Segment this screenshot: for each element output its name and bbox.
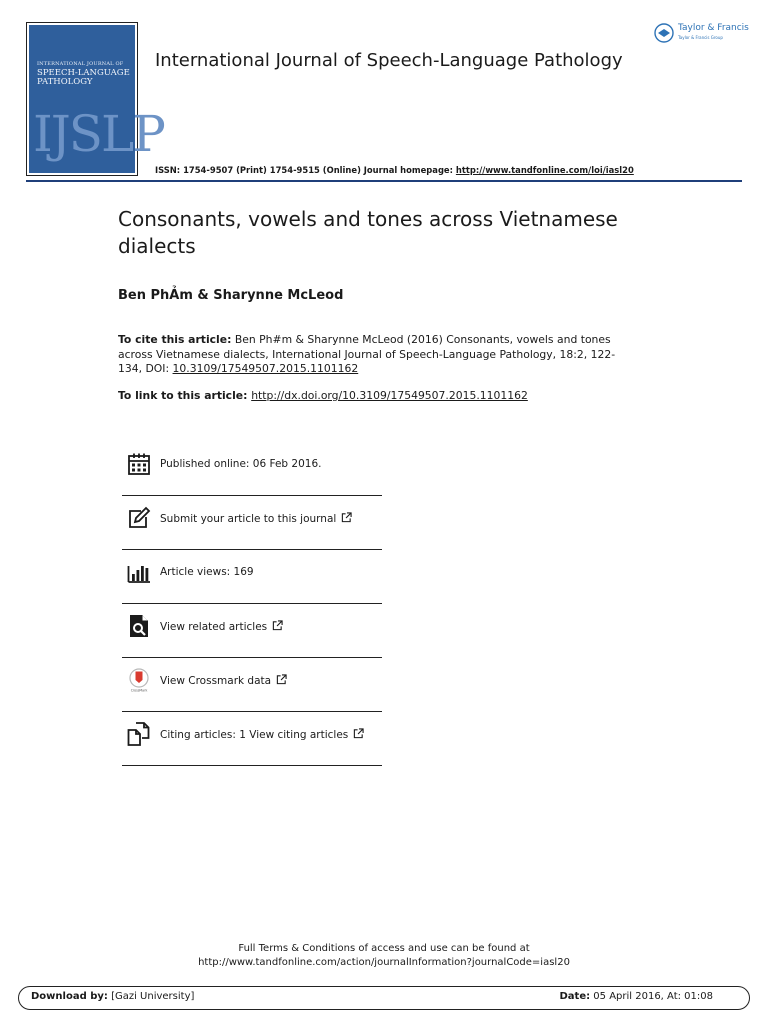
download-date-label: Date:	[559, 991, 591, 1002]
metric-label: Submit your article to this journal	[160, 512, 352, 525]
external-link-icon	[276, 674, 287, 685]
citation-text: Ben Ph#m & Sharynne McLeod (2016) Consonants, vowels and tones across Vietnamese dialects, International Journal of Speech-Language Pathology, 18:2, 122-134, DOI:	[118, 333, 616, 375]
journal-cover-image	[26, 22, 164, 176]
crossmark-icon	[127, 668, 151, 692]
doi-link[interactable]: 10.3109/17549507.2015.1101162	[172, 362, 359, 375]
journal-homepage-link[interactable]: http://www.tandfonline.com/loi/iasl20	[455, 165, 634, 175]
search-document-icon	[127, 614, 151, 638]
metric-submit-article[interactable]	[122, 496, 382, 550]
metric-label: Citing articles: 1 View citing articles	[160, 728, 364, 741]
citation-block	[118, 333, 638, 377]
cover-title	[37, 69, 137, 87]
citing-icon	[127, 722, 151, 746]
external-link-icon	[272, 620, 283, 631]
header-divider	[26, 180, 742, 182]
metric-related-articles[interactable]	[122, 604, 382, 658]
article-url-link[interactable]: http://dx.doi.org/10.3109/17549507.2015.1101162	[251, 389, 528, 402]
terms-url[interactable]: http://www.tandfonline.com/action/journalInformation?journalCode=iasl20	[198, 957, 570, 968]
download-date-value: 05 April 2016, At: 01:08	[590, 991, 713, 1002]
bar-chart-icon	[127, 560, 151, 584]
terms-line-1: Full Terms & Conditions of access and use can be found at	[238, 943, 530, 954]
metric-article-views	[122, 550, 382, 604]
terms-notice	[0, 942, 768, 970]
download-by	[31, 991, 194, 1002]
cover-subtitle: INTERNATIONAL JOURNAL OF	[37, 61, 124, 67]
download-date	[559, 991, 713, 1002]
metric-published-online	[122, 442, 382, 496]
metric-label: View related articles	[160, 620, 283, 633]
download-by-value: [Gazi University]	[107, 991, 195, 1002]
metric-citing-articles[interactable]	[122, 712, 382, 766]
metric-crossmark[interactable]	[122, 658, 382, 712]
cover-title-line-2: PATHOLOGY	[37, 77, 93, 87]
cover-title-line-1: SPEECH-LANGUAGE	[37, 68, 130, 78]
citation-label: To cite this article:	[118, 333, 232, 346]
download-info-bar	[18, 986, 750, 1010]
external-link-icon	[341, 512, 352, 523]
edit-icon	[127, 506, 151, 530]
cover-background	[29, 25, 164, 173]
article-link-line	[118, 389, 528, 402]
cover-logo: IJSLP	[33, 105, 164, 163]
metric-label: Published online: 06 Feb 2016.	[160, 458, 322, 470]
article-link-label: To link to this article:	[118, 389, 252, 402]
external-link-icon	[353, 728, 364, 739]
issn-text: ISSN: 1754-9507 (Print) 1754-9515 (Online) Journal homepage:	[155, 165, 456, 175]
metric-label: Article views: 169	[160, 566, 254, 578]
svg-text:CrossMark: CrossMark	[130, 688, 148, 693]
metric-label: View Crossmark data	[160, 674, 287, 687]
calendar-icon	[127, 452, 151, 476]
article-title: Consonants, vowels and tones across Vietnamese dialects	[118, 207, 618, 258]
publisher-name: Taylor & Francis	[678, 23, 749, 33]
publisher-logo-icon	[654, 23, 674, 43]
publisher-group: Taylor & Francis Group	[678, 35, 723, 40]
article-metrics-list	[122, 442, 382, 766]
issn-line	[155, 165, 634, 175]
journal-title[interactable]: International Journal of Speech-Language Pathology	[155, 50, 623, 71]
article-authors: Ben PhẢm & Sharynne McLeod	[118, 288, 344, 303]
download-by-label: Download by:	[31, 991, 108, 1002]
